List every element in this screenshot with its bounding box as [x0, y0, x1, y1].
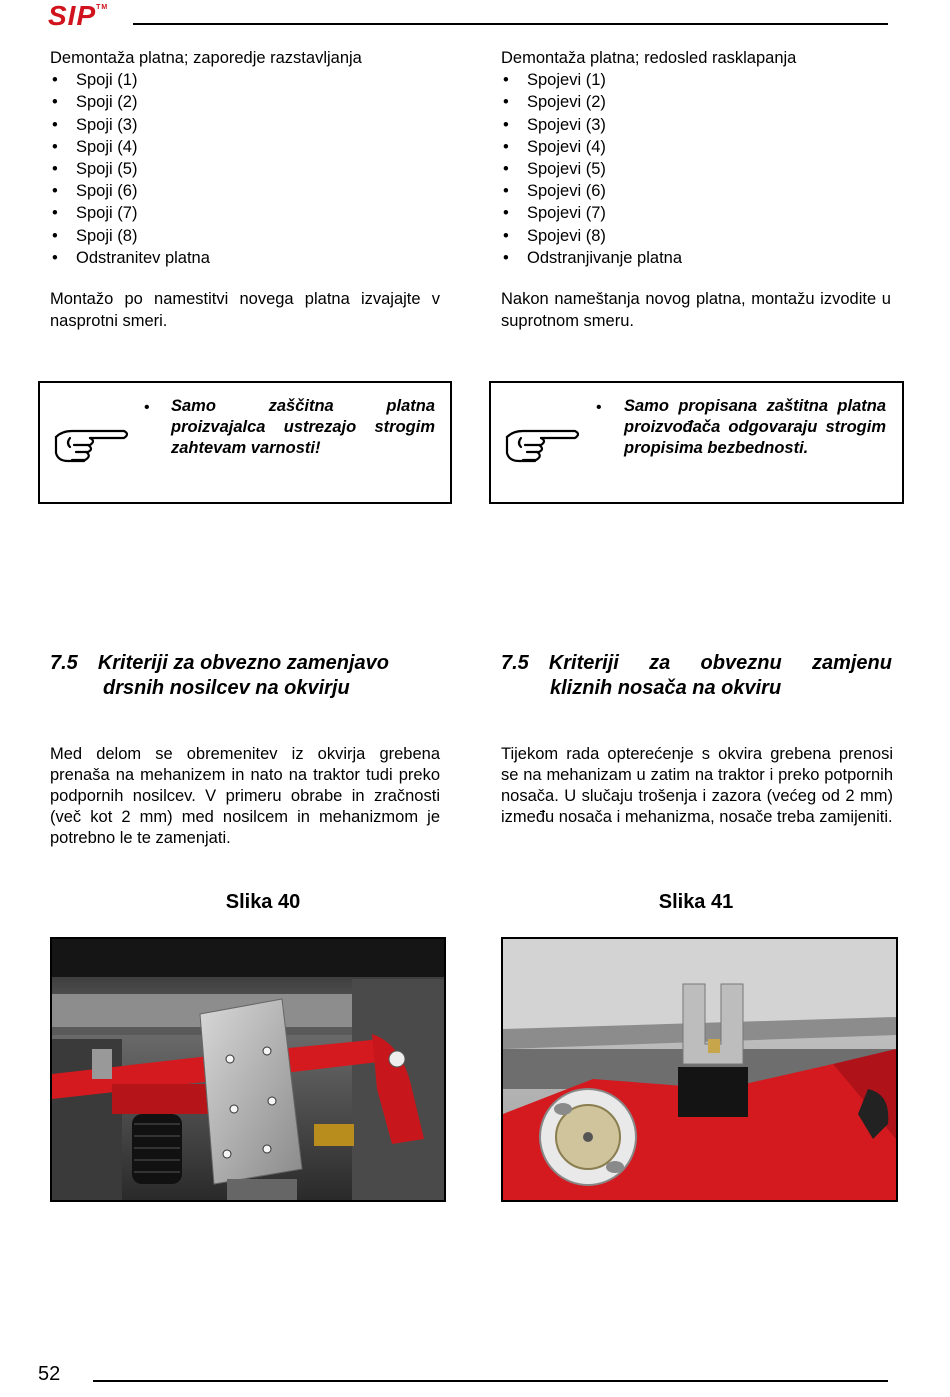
list-item: • Odstranjivanje platna [501, 247, 891, 269]
list-item: • Spoji (2) [50, 91, 440, 113]
left-safety-note-box [38, 381, 452, 504]
right-assembly-note: Nakon nameštanja novog platna, montažu izvodite u suprotnom smeru. [501, 290, 891, 331]
pointing-hand-icon [503, 425, 583, 465]
slide-holder-image [503, 939, 896, 1200]
left-assembly-note: Montažo po namestitvi novega platna izvajajte v nasprotni smeri. [50, 290, 440, 331]
list-item: • Spoji (7) [50, 202, 440, 224]
list-item: • Spojevi (5) [501, 158, 891, 180]
section-number: 7.5 [50, 652, 78, 674]
section-title-line2: kliznih nosača na okviru [550, 677, 782, 699]
left-section-body: Med delom se obremenitev iz okvirja grebena prenaša na mehanizem in nato na traktor tudi preko podpornih nosilcev. V primeru obrabe in zračnosti (več kot 2 mm) med nosilcem in mehanizmom je potrebno le te zamenjati. [50, 745, 440, 847]
right-intro: Demontaža platna; redosled rasklapanja [501, 49, 797, 67]
right-disassembly-block [501, 47, 891, 332]
bullet: • [144, 399, 150, 416]
list-item: • Spoji (6) [50, 180, 440, 202]
footer-rule [93, 1380, 888, 1382]
list-item: • Odstranitev platna [50, 247, 440, 269]
right-safety-note: Samo propisana zaštitna platna proizvođača odgovaraju strogim propisima bezbednosti. [624, 397, 886, 457]
header-rule [133, 23, 888, 25]
list-item: • Spojevi (4) [501, 136, 891, 158]
list-item: • Spojevi (8) [501, 225, 891, 247]
list-item: • Spoji (5) [50, 158, 440, 180]
list-item: • Spojevi (7) [501, 202, 891, 224]
mower-mechanism-image [52, 939, 444, 1200]
left-steps-list [50, 69, 440, 269]
section-number: 7.5 [501, 652, 529, 674]
section-title-line1: Kriteriji za obvezno zamenjavo [97, 652, 390, 674]
right-steps-list [501, 69, 891, 269]
list-item: • Spojevi (2) [501, 91, 891, 113]
section-title-line1: Kriteriji za obveznu zamjenu [548, 652, 892, 674]
left-section-heading [50, 651, 440, 701]
page-number: 52 [38, 1363, 61, 1385]
list-item: • Spoji (1) [50, 69, 440, 91]
list-item: • Spojevi (3) [501, 114, 891, 136]
right-section-heading [501, 651, 892, 701]
right-safety-note-box [489, 381, 904, 504]
figure-41-photo [501, 937, 898, 1202]
figure-40-label: Slika 40 [225, 891, 301, 913]
right-section-body: Tijekom rada opterećenje s okvira grebena prenosi se na mehanizam u zatim na traktor i preko potpornih nosača. U slučaju trošenja i zazora (većeg od 2 mm) između nosača i mehanizma, nosače treba zamijeniti. [501, 745, 893, 826]
section-title-line2: drsnih nosilcev na okvirju [103, 677, 350, 699]
list-item: • Spojevi (6) [501, 180, 891, 202]
list-item: • Spoji (8) [50, 225, 440, 247]
sip-logo: SIP™ [48, 0, 109, 31]
pointing-hand-icon [52, 425, 132, 465]
bullet: • [596, 399, 602, 416]
figure-41-label: Slika 41 [658, 891, 734, 913]
left-disassembly-block [50, 47, 440, 332]
list-item: • Spojevi (1) [501, 69, 891, 91]
list-item: • Spoji (3) [50, 114, 440, 136]
left-safety-note: Samo zaščitna platna proizvajalca ustrezajo strogim zahtevam varnosti! [171, 397, 435, 457]
figure-40-photo [50, 937, 446, 1202]
left-intro: Demontaža platna; zaporedje razstavljanja [50, 49, 362, 67]
list-item: • Spoji (4) [50, 136, 440, 158]
